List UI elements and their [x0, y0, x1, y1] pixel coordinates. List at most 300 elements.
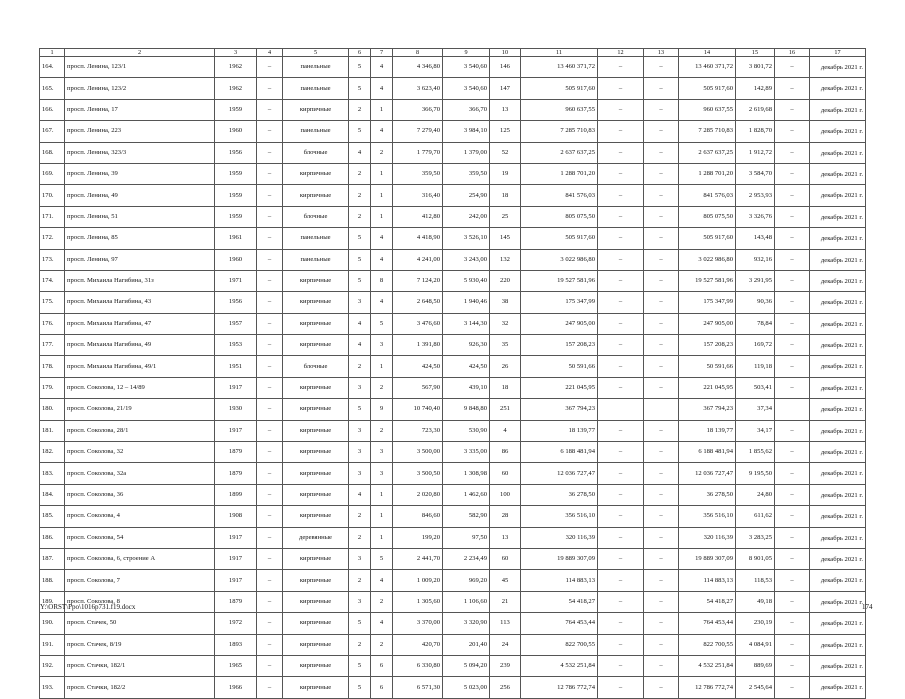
cost-budget-cell: – — [644, 484, 679, 505]
cost-budget-cell — [644, 399, 679, 420]
footer-file-path: Y:\ORST\Ppo\1016p731.f19.docx — [40, 603, 136, 611]
residents-cell: 239 — [490, 655, 521, 676]
address-cell: просп. Ленина, 223 — [65, 121, 215, 142]
cost-fund-cell: – — [598, 228, 644, 249]
address-cell: просп. Ленина, 17 — [65, 99, 215, 120]
year-reconstructed-cell: – — [257, 121, 283, 142]
wall-material-cell: кирпичные — [283, 591, 349, 612]
address-cell: просп. Ленина, 97 — [65, 249, 215, 270]
cost-owners-cell: 505 917,60 — [679, 228, 736, 249]
completion-date-cell: декабрь 2021 г. — [810, 634, 866, 655]
total-cost-cell: 1 288 701,20 — [521, 163, 598, 184]
other-cost-cell: – — [775, 57, 810, 78]
specific-cost-cell: 2 545,64 — [736, 677, 775, 698]
total-cost-cell: 2 637 637,25 — [521, 142, 598, 163]
entrances-cell: 1 — [371, 206, 393, 227]
specific-cost-cell: 78,84 — [736, 313, 775, 334]
specific-cost-cell: 119,18 — [736, 356, 775, 377]
total-area-cell: 2 441,70 — [393, 548, 443, 569]
year-reconstructed-cell: – — [257, 506, 283, 527]
cost-fund-cell: – — [598, 527, 644, 548]
cost-fund-cell: – — [598, 634, 644, 655]
total-cost-cell: 505 917,60 — [521, 78, 598, 99]
completion-date-cell: декабрь 2021 г. — [810, 78, 866, 99]
wall-material-cell: кирпичные — [283, 677, 349, 698]
other-cost-cell: – — [775, 570, 810, 591]
table-row — [40, 634, 866, 655]
residents-cell: 86 — [490, 442, 521, 463]
living-area-cell: 2 234,49 — [443, 548, 490, 569]
cost-fund-cell: – — [598, 335, 644, 356]
floors-cell: 4 — [349, 313, 371, 334]
residents-cell: 19 — [490, 163, 521, 184]
year-reconstructed-cell: – — [257, 463, 283, 484]
other-cost-cell: – — [775, 142, 810, 163]
total-cost-cell: 157 208,23 — [521, 335, 598, 356]
specific-cost-cell: 8 901,05 — [736, 548, 775, 569]
entrances-cell: 8 — [371, 270, 393, 291]
total-area-cell: 2 648,50 — [393, 292, 443, 313]
other-cost-cell: – — [775, 249, 810, 270]
table-row — [40, 121, 866, 142]
floors-cell: 2 — [349, 163, 371, 184]
cost-owners-cell: 19 527 581,96 — [679, 270, 736, 291]
total-cost-cell: 18 139,77 — [521, 420, 598, 441]
floors-cell: 2 — [349, 99, 371, 120]
wall-material-cell: деревянные — [283, 527, 349, 548]
residents-cell: 220 — [490, 270, 521, 291]
column-header: 1 — [40, 49, 65, 57]
living-area-cell: 969,20 — [443, 570, 490, 591]
wall-material-cell: кирпичные — [283, 335, 349, 356]
cost-fund-cell: – — [598, 484, 644, 505]
cost-owners-cell: 175 347,99 — [679, 292, 736, 313]
living-area-cell: 1 308,98 — [443, 463, 490, 484]
address-cell: просп. Соколова, 36 — [65, 484, 215, 505]
floors-cell: 2 — [349, 570, 371, 591]
table-row — [40, 420, 866, 441]
year-reconstructed-cell: – — [257, 292, 283, 313]
row-number-cell: 189. — [40, 591, 65, 612]
living-area-cell: 366,70 — [443, 99, 490, 120]
row-number-cell: 165. — [40, 78, 65, 99]
row-number-cell: 176. — [40, 313, 65, 334]
table-row — [40, 484, 866, 505]
year-built-cell: 1966 — [215, 677, 257, 698]
address-cell: просп. Ленина, 85 — [65, 228, 215, 249]
entrances-cell: 6 — [371, 655, 393, 676]
cost-budget-cell: – — [644, 420, 679, 441]
completion-date-cell: декабрь 2021 г. — [810, 527, 866, 548]
year-reconstructed-cell: – — [257, 484, 283, 505]
wall-material-cell: кирпичные — [283, 99, 349, 120]
table-row — [40, 206, 866, 227]
living-area-cell: 3 144,30 — [443, 313, 490, 334]
year-built-cell: 1959 — [215, 206, 257, 227]
floors-cell: 3 — [349, 292, 371, 313]
specific-cost-cell: 37,34 — [736, 399, 775, 420]
year-reconstructed-cell: – — [257, 655, 283, 676]
year-reconstructed-cell: – — [257, 206, 283, 227]
row-number-cell: 175. — [40, 292, 65, 313]
table-row — [40, 527, 866, 548]
table-row — [40, 570, 866, 591]
address-cell: просп. Соколова, 54 — [65, 527, 215, 548]
specific-cost-cell: 142,89 — [736, 78, 775, 99]
cost-budget-cell: – — [644, 506, 679, 527]
cost-owners-cell: 822 700,55 — [679, 634, 736, 655]
year-reconstructed-cell: – — [257, 548, 283, 569]
cost-budget-cell: – — [644, 78, 679, 99]
year-built-cell: 1893 — [215, 634, 257, 655]
cost-budget-cell: – — [644, 570, 679, 591]
cost-fund-cell: – — [598, 142, 644, 163]
cost-owners-cell: 50 591,66 — [679, 356, 736, 377]
total-cost-cell: 356 516,10 — [521, 506, 598, 527]
cost-budget-cell: – — [644, 356, 679, 377]
other-cost-cell: – — [775, 377, 810, 398]
wall-material-cell: кирпичные — [283, 270, 349, 291]
wall-material-cell: кирпичные — [283, 548, 349, 569]
cost-owners-cell: 4 532 251,84 — [679, 655, 736, 676]
total-area-cell: 7 124,20 — [393, 270, 443, 291]
completion-date-cell: декабрь 2021 г. — [810, 99, 866, 120]
wall-material-cell: кирпичные — [283, 399, 349, 420]
row-number-cell: 187. — [40, 548, 65, 569]
residents-cell: 4 — [490, 420, 521, 441]
address-cell: просп. Ленина, 323/3 — [65, 142, 215, 163]
entrances-cell: 4 — [371, 228, 393, 249]
total-cost-cell: 7 285 710,83 — [521, 121, 598, 142]
row-number-cell: 178. — [40, 356, 65, 377]
other-cost-cell: – — [775, 655, 810, 676]
residents-cell: 13 — [490, 527, 521, 548]
cost-fund-cell: – — [598, 99, 644, 120]
floors-cell: 3 — [349, 591, 371, 612]
entrances-cell: 4 — [371, 57, 393, 78]
specific-cost-cell: 90,36 — [736, 292, 775, 313]
wall-material-cell: панельные — [283, 57, 349, 78]
floors-cell: 3 — [349, 377, 371, 398]
other-cost-cell: – — [775, 292, 810, 313]
other-cost-cell: – — [775, 185, 810, 206]
total-area-cell: 424,50 — [393, 356, 443, 377]
living-area-cell: 926,30 — [443, 335, 490, 356]
table-row — [40, 313, 866, 334]
year-built-cell: 1959 — [215, 163, 257, 184]
specific-cost-cell: 3 584,70 — [736, 163, 775, 184]
floors-cell: 4 — [349, 484, 371, 505]
cost-fund-cell: – — [598, 313, 644, 334]
column-header: 5 — [283, 49, 349, 57]
other-cost-cell: – — [775, 442, 810, 463]
total-area-cell: 2 020,80 — [393, 484, 443, 505]
residents-cell: 132 — [490, 249, 521, 270]
cost-budget-cell: – — [644, 99, 679, 120]
cost-budget-cell: – — [644, 655, 679, 676]
cost-fund-cell: – — [598, 570, 644, 591]
residents-cell: 28 — [490, 506, 521, 527]
year-built-cell: 1965 — [215, 655, 257, 676]
year-built-cell: 1908 — [215, 506, 257, 527]
specific-cost-cell: 2 953,93 — [736, 185, 775, 206]
specific-cost-cell: 889,69 — [736, 655, 775, 676]
other-cost-cell: – — [775, 206, 810, 227]
row-number-cell: 166. — [40, 99, 65, 120]
completion-date-cell: декабрь 2021 г. — [810, 356, 866, 377]
year-reconstructed-cell: – — [257, 163, 283, 184]
wall-material-cell: кирпичные — [283, 313, 349, 334]
row-number-cell: 171. — [40, 206, 65, 227]
cost-owners-cell: 12 786 772,74 — [679, 677, 736, 698]
table-body — [40, 57, 866, 699]
specific-cost-cell: 169,72 — [736, 335, 775, 356]
specific-cost-cell: 3 291,95 — [736, 270, 775, 291]
year-built-cell: 1917 — [215, 377, 257, 398]
wall-material-cell: блочные — [283, 206, 349, 227]
cost-fund-cell: – — [598, 506, 644, 527]
address-cell: просп. Ленина, 39 — [65, 163, 215, 184]
floors-cell: 2 — [349, 206, 371, 227]
year-built-cell: 1879 — [215, 463, 257, 484]
year-reconstructed-cell: – — [257, 57, 283, 78]
completion-date-cell: декабрь 2021 г. — [810, 677, 866, 698]
table-row — [40, 249, 866, 270]
year-built-cell: 1959 — [215, 99, 257, 120]
other-cost-cell: – — [775, 420, 810, 441]
year-built-cell: 1879 — [215, 442, 257, 463]
other-cost-cell: – — [775, 356, 810, 377]
specific-cost-cell: 49,18 — [736, 591, 775, 612]
entrances-cell: 2 — [371, 142, 393, 163]
cost-budget-cell: – — [644, 142, 679, 163]
other-cost-cell: – — [775, 99, 810, 120]
total-area-cell: 1 391,80 — [393, 335, 443, 356]
year-reconstructed-cell: – — [257, 356, 283, 377]
other-cost-cell: – — [775, 484, 810, 505]
completion-date-cell: декабрь 2021 г. — [810, 228, 866, 249]
completion-date-cell: декабрь 2021 г. — [810, 57, 866, 78]
completion-date-cell: декабрь 2021 г. — [810, 249, 866, 270]
total-area-cell: 846,60 — [393, 506, 443, 527]
cost-budget-cell: – — [644, 163, 679, 184]
total-area-cell: 4 241,00 — [393, 249, 443, 270]
header-row — [40, 49, 866, 57]
floors-cell: 3 — [349, 463, 371, 484]
wall-material-cell: кирпичные — [283, 463, 349, 484]
residents-cell: 24 — [490, 634, 521, 655]
specific-cost-cell: 503,41 — [736, 377, 775, 398]
total-area-cell: 6 571,30 — [393, 677, 443, 698]
living-area-cell: 1 462,60 — [443, 484, 490, 505]
year-built-cell: 1917 — [215, 570, 257, 591]
living-area-cell: 5 094,20 — [443, 655, 490, 676]
table-row — [40, 399, 866, 420]
completion-date-cell: декабрь 2021 г. — [810, 206, 866, 227]
completion-date-cell: декабрь 2021 г. — [810, 613, 866, 634]
residents-cell: 38 — [490, 292, 521, 313]
cost-fund-cell — [598, 399, 644, 420]
total-cost-cell: 114 883,13 — [521, 570, 598, 591]
entrances-cell: 4 — [371, 249, 393, 270]
completion-date-cell: декабрь 2021 г. — [810, 335, 866, 356]
cost-owners-cell: 18 139,77 — [679, 420, 736, 441]
table-row — [40, 677, 866, 698]
wall-material-cell: панельные — [283, 78, 349, 99]
residents-cell: 32 — [490, 313, 521, 334]
wall-material-cell: кирпичные — [283, 185, 349, 206]
floors-cell: 4 — [349, 335, 371, 356]
living-area-cell: 1 106,60 — [443, 591, 490, 612]
entrances-cell: 6 — [371, 677, 393, 698]
cost-fund-cell: – — [598, 206, 644, 227]
specific-cost-cell: 3 283,25 — [736, 527, 775, 548]
table-row — [40, 78, 866, 99]
year-reconstructed-cell: – — [257, 335, 283, 356]
year-reconstructed-cell: – — [257, 634, 283, 655]
completion-date-cell: декабрь 2021 г. — [810, 313, 866, 334]
entrances-cell: 1 — [371, 527, 393, 548]
address-cell: просп. Соколова, 7 — [65, 570, 215, 591]
table-row — [40, 185, 866, 206]
total-cost-cell: 805 075,50 — [521, 206, 598, 227]
year-built-cell: 1960 — [215, 249, 257, 270]
row-number-cell: 167. — [40, 121, 65, 142]
total-area-cell: 3 500,00 — [393, 442, 443, 463]
row-number-cell: 177. — [40, 335, 65, 356]
floors-cell: 4 — [349, 142, 371, 163]
living-area-cell: 254,90 — [443, 185, 490, 206]
year-built-cell: 1930 — [215, 399, 257, 420]
wall-material-cell: кирпичные — [283, 484, 349, 505]
total-area-cell: 199,20 — [393, 527, 443, 548]
total-cost-cell: 221 045,95 — [521, 377, 598, 398]
table-row — [40, 142, 866, 163]
cost-budget-cell: – — [644, 613, 679, 634]
year-reconstructed-cell: – — [257, 185, 283, 206]
completion-date-cell: декабрь 2021 г. — [810, 463, 866, 484]
cost-owners-cell: 12 036 727,47 — [679, 463, 736, 484]
entrances-cell: 3 — [371, 463, 393, 484]
entrances-cell: 4 — [371, 292, 393, 313]
entrances-cell: 9 — [371, 399, 393, 420]
total-cost-cell: 822 700,55 — [521, 634, 598, 655]
table-row — [40, 163, 866, 184]
row-number-cell: 185. — [40, 506, 65, 527]
specific-cost-cell: 1 855,62 — [736, 442, 775, 463]
table-row — [40, 442, 866, 463]
living-area-cell: 582,90 — [443, 506, 490, 527]
table-header — [40, 49, 866, 57]
entrances-cell: 4 — [371, 570, 393, 591]
living-area-cell: 1 940,46 — [443, 292, 490, 313]
total-cost-cell: 50 591,66 — [521, 356, 598, 377]
cost-fund-cell: – — [598, 163, 644, 184]
completion-date-cell: декабрь 2021 г. — [810, 121, 866, 142]
other-cost-cell: – — [775, 677, 810, 698]
year-built-cell: 1899 — [215, 484, 257, 505]
year-reconstructed-cell: – — [257, 78, 283, 99]
row-number-cell: 182. — [40, 442, 65, 463]
column-header: 7 — [371, 49, 393, 57]
total-cost-cell: 19 527 581,96 — [521, 270, 598, 291]
address-cell: просп. Соколова, 32 — [65, 442, 215, 463]
total-area-cell: 366,70 — [393, 99, 443, 120]
address-cell: просп. Михаила Нагибина, 47 — [65, 313, 215, 334]
living-area-cell: 5 023,00 — [443, 677, 490, 698]
residents-cell: 145 — [490, 228, 521, 249]
total-area-cell: 1 009,20 — [393, 570, 443, 591]
year-built-cell: 1879 — [215, 591, 257, 612]
column-header: 6 — [349, 49, 371, 57]
total-area-cell: 4 418,90 — [393, 228, 443, 249]
cost-fund-cell: – — [598, 677, 644, 698]
row-number-cell: 186. — [40, 527, 65, 548]
year-reconstructed-cell: – — [257, 420, 283, 441]
cost-budget-cell: – — [644, 527, 679, 548]
total-area-cell: 4 346,80 — [393, 57, 443, 78]
total-cost-cell: 36 278,50 — [521, 484, 598, 505]
column-header: 2 — [65, 49, 215, 57]
cost-owners-cell: 1 288 701,20 — [679, 163, 736, 184]
document-page — [39, 48, 866, 699]
total-cost-cell: 4 532 251,84 — [521, 655, 598, 676]
year-built-cell: 1962 — [215, 78, 257, 99]
wall-material-cell: кирпичные — [283, 613, 349, 634]
residents-cell: 45 — [490, 570, 521, 591]
row-number-cell: 164. — [40, 57, 65, 78]
year-built-cell: 1917 — [215, 548, 257, 569]
column-header: 17 — [810, 49, 866, 57]
entrances-cell: 2 — [371, 377, 393, 398]
residents-cell: 26 — [490, 356, 521, 377]
year-built-cell: 1961 — [215, 228, 257, 249]
entrances-cell: 1 — [371, 99, 393, 120]
row-number-cell: 180. — [40, 399, 65, 420]
year-reconstructed-cell: – — [257, 527, 283, 548]
column-header: 16 — [775, 49, 810, 57]
wall-material-cell: панельные — [283, 249, 349, 270]
address-cell: просп. Ленина, 123/2 — [65, 78, 215, 99]
row-number-cell: 192. — [40, 655, 65, 676]
entrances-cell: 1 — [371, 356, 393, 377]
total-cost-cell: 12 036 727,47 — [521, 463, 598, 484]
address-cell: просп. Стачки, 182/1 — [65, 655, 215, 676]
total-cost-cell: 13 460 371,72 — [521, 57, 598, 78]
total-area-cell: 3 623,40 — [393, 78, 443, 99]
floors-cell: 2 — [349, 527, 371, 548]
cost-fund-cell: – — [598, 463, 644, 484]
other-cost-cell: – — [775, 506, 810, 527]
address-cell: просп. Соколова, 21/19 — [65, 399, 215, 420]
year-reconstructed-cell: – — [257, 442, 283, 463]
cost-owners-cell: 36 278,50 — [679, 484, 736, 505]
address-cell: просп. Соколова, 32а — [65, 463, 215, 484]
floors-cell: 2 — [349, 506, 371, 527]
cost-fund-cell: – — [598, 249, 644, 270]
year-reconstructed-cell: – — [257, 270, 283, 291]
cost-owners-cell: 805 075,50 — [679, 206, 736, 227]
table-row — [40, 463, 866, 484]
row-number-cell: 169. — [40, 163, 65, 184]
column-header: 3 — [215, 49, 257, 57]
specific-cost-cell: 1 912,72 — [736, 142, 775, 163]
address-cell: просп. Соколова, 4 — [65, 506, 215, 527]
living-area-cell: 201,40 — [443, 634, 490, 655]
specific-cost-cell: 230,19 — [736, 613, 775, 634]
year-built-cell: 1960 — [215, 121, 257, 142]
specific-cost-cell: 1 828,70 — [736, 121, 775, 142]
